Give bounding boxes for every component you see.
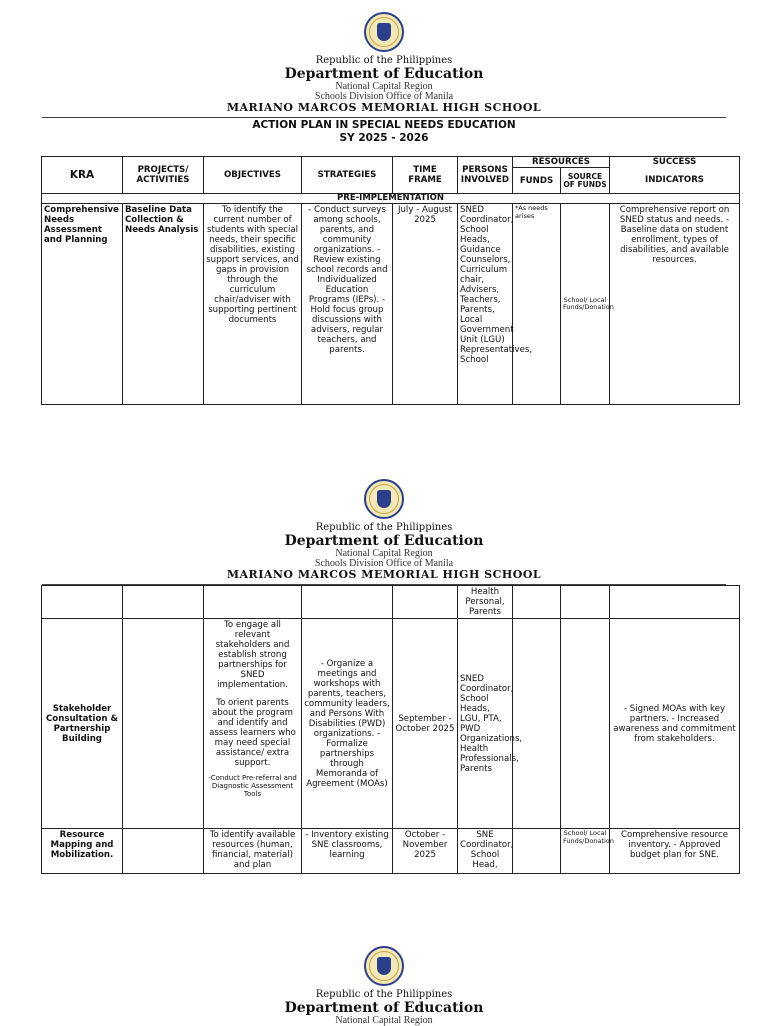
- objectives-cell: To identify available resources (human, financial, material) and plan: [204, 829, 302, 874]
- source-cell: School/ Local Funds/Donation: [561, 829, 610, 874]
- republic-text: Republic of the Philippines: [315, 55, 453, 66]
- plan-title: [0, 119, 768, 145]
- plan-title-text: ACTION PLAN IN SPECIAL NEEDS EDUCATION: [252, 119, 516, 131]
- objectives-cell: To identify the current number of students with special needs, their specific disabilities, existing support services, and gaps in provision through the curriculum chair/adviser with supporting pertinent documents: [204, 204, 302, 405]
- time-frame-cell: [393, 586, 458, 619]
- kra-cell: Stakeholder Consultation & Partnership Building: [42, 619, 123, 829]
- republic-text: Republic of the Philippines: [315, 522, 453, 533]
- header-kra: KRA: [42, 157, 123, 194]
- table-row: [42, 619, 740, 829]
- school-name: MARIANO MARCOS MEMORIAL HIGH SCHOOL: [226, 101, 542, 114]
- strategies-cell: - Organize a meetings and workshops with parents, teachers, community leaders, and Persons With Disabilities (PWD) organizations. - Formalize partnerships through Memoranda of Agreement (MOAs): [302, 619, 393, 829]
- header-indicators: INDICATORS: [610, 168, 740, 194]
- funds-cell: [513, 586, 561, 619]
- time-frame-cell: October - November 2025: [393, 829, 458, 874]
- school-name: MARIANO MARCOS MEMORIAL HIGH SCHOOL: [226, 568, 542, 581]
- header-divider: [42, 117, 726, 118]
- project-cell: [123, 619, 204, 829]
- action-plan-table: [41, 156, 740, 405]
- page-header-3: [0, 946, 768, 1026]
- table-row: [42, 829, 740, 874]
- header-success: SUCCESS: [610, 157, 740, 168]
- page-header: [0, 12, 768, 114]
- project-cell: [123, 586, 204, 619]
- persons-cell: SNED Coordinator, School Heads, Guidance Counselors, Curriculum chair, Advisers, Teachers, Parents, Local Government Unit (LGU) Representatives, School: [458, 204, 513, 405]
- source-cell: [561, 586, 610, 619]
- deped-seal-icon: [364, 946, 404, 986]
- time-frame-cell: July - August 2025: [393, 204, 458, 405]
- header-source: SOURCE OF FUNDS: [561, 168, 610, 194]
- division-text: Schools Division Office of Manila: [314, 91, 454, 102]
- header-persons: PERSONS INVOLVED: [458, 157, 513, 194]
- indicators-cell: [610, 586, 740, 619]
- header-projects: PROJECTS/ ACTIVITIES: [123, 157, 204, 194]
- division-text: Schools Division Office of Manila: [314, 558, 454, 569]
- region-text: National Capital Region: [335, 81, 433, 92]
- kra-cell: [42, 586, 123, 619]
- table-row: [42, 204, 740, 405]
- indicators-cell: Comprehensive resource inventory. - Approved budget plan for SNE.: [610, 829, 740, 874]
- objective-3: -Conduct Pre-referral and Diagnostic Assessment Tools: [208, 774, 297, 798]
- deped-seal-icon: [364, 479, 404, 519]
- deped-seal-icon: [364, 12, 404, 52]
- action-plan-table-continued: [41, 585, 740, 874]
- header-time-frame: TIME FRAME: [393, 157, 458, 194]
- funds-cell: *As needs arises: [513, 204, 561, 405]
- header-strategies: STRATEGIES: [302, 157, 393, 194]
- objective-2: To orient parents about the program and identify and assess learners who may need special assistance/ extra support.: [209, 698, 296, 768]
- persons-cell: SNE Coordinator, School Head,: [458, 829, 513, 874]
- source-cell: School/ Local Funds/Donation: [561, 204, 610, 405]
- persons-cell: SNED Coordinator, School Heads, LGU, PTA, PWD Organizations, Health Professionals, Parents: [458, 619, 513, 829]
- department-title: Department of Education: [284, 1000, 484, 1016]
- department-title: Department of Education: [284, 66, 484, 82]
- kra-cell: Resource Mapping and Mobilization.: [42, 829, 123, 874]
- republic-text: Republic of the Philippines: [315, 989, 453, 1000]
- strategies-cell: - Inventory existing SNE classrooms, learning: [302, 829, 393, 874]
- region-text: National Capital Region: [335, 548, 433, 559]
- region-text: National Capital Region: [335, 1015, 433, 1026]
- kra-cell: Comprehensive Needs Assessment and Planning: [42, 204, 123, 405]
- header-objectives: OBJECTIVES: [204, 157, 302, 194]
- phase-label: PRE-IMPLEMENTATION: [42, 194, 740, 204]
- strategies-cell: - Conduct surveys among schools, parents, and community organizations. - Review existing school records and Individualized Education Programs (IEPs). - Hold focus group discussions with advisers, regular teachers, and parents.: [302, 204, 393, 405]
- persons-cell: Health Personal, Parents: [458, 586, 513, 619]
- project-cell: [123, 829, 204, 874]
- objective-1: To engage all relevant stakeholders and establish strong partnerships for SNED implementation.: [215, 620, 290, 690]
- page-header-2: [0, 479, 768, 581]
- funds-cell: [513, 829, 561, 874]
- time-frame-cell: September - October 2025: [393, 619, 458, 829]
- header-funds: FUNDS: [513, 168, 561, 194]
- strategies-cell: [302, 586, 393, 619]
- plan-year: SY 2025 - 2026: [339, 132, 429, 144]
- indicators-cell: - Signed MOAs with key partners. - Increased awareness and commitment from stakeholders.: [610, 619, 740, 829]
- objectives-cell: [204, 586, 302, 619]
- project-cell: Baseline Data Collection & Needs Analysis: [123, 204, 204, 405]
- indicators-cell: Comprehensive report on SNED status and needs. - Baseline data on student enrollment, types of disabilities, and available resources.: [610, 204, 740, 405]
- header-resources: RESOURCES: [513, 157, 610, 168]
- source-cell: [561, 619, 610, 829]
- objectives-cell: [204, 619, 302, 829]
- funds-cell: [513, 619, 561, 829]
- table-row: [42, 586, 740, 619]
- department-title: Department of Education: [284, 533, 484, 549]
